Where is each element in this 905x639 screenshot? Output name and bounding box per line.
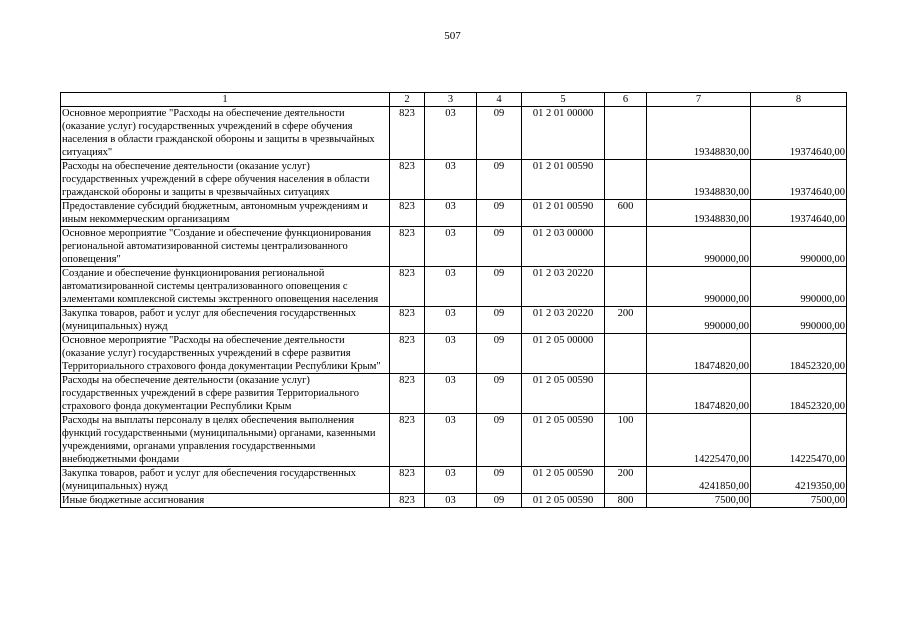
row-expense-type-cell [605,160,647,200]
row-subsection-cell: 09 [477,267,522,307]
row-section-cell: 03 [425,414,477,467]
row-target-article-cell: 01 2 03 20220 [522,307,605,334]
row-amount-year1-cell: 14225470,00 [647,414,751,467]
row-code-cell: 823 [390,160,425,200]
row-amount-year1-cell: 990000,00 [647,267,751,307]
table-row [61,227,847,267]
row-target-article-cell: 01 2 03 00000 [522,227,605,267]
row-amount-year2-cell: 4219350,00 [751,467,847,494]
row-code-cell: 823 [390,267,425,307]
row-amount-year1-cell: 19348830,00 [647,107,751,160]
row-subsection-cell: 09 [477,494,522,508]
row-amount-year1-cell: 18474820,00 [647,374,751,414]
table-row [61,160,847,200]
row-target-article-cell: 01 2 05 00590 [522,494,605,508]
row-name-cell: Основное мероприятие "Расходы на обеспечение деятельности (оказание услуг) государственных учреждений в сфере обучения населения в области гражданской обороны и защиты в чрезвычайных ситуациях" [61,107,390,160]
row-amount-year1-cell: 18474820,00 [647,334,751,374]
column-header: 2 [390,93,425,107]
row-code-cell: 823 [390,467,425,494]
table-body [61,107,847,508]
row-target-article-cell: 01 2 01 00590 [522,160,605,200]
row-amount-year2-cell: 7500,00 [751,494,847,508]
row-section-cell: 03 [425,467,477,494]
row-subsection-cell: 09 [477,160,522,200]
row-section-cell: 03 [425,267,477,307]
column-header: 6 [605,93,647,107]
row-subsection-cell: 09 [477,307,522,334]
table-row [61,374,847,414]
row-name-cell: Иные бюджетные ассигнования [61,494,390,508]
row-subsection-cell: 09 [477,467,522,494]
row-section-cell: 03 [425,307,477,334]
row-amount-year1-cell: 19348830,00 [647,160,751,200]
row-code-cell: 823 [390,494,425,508]
row-target-article-cell: 01 2 01 00590 [522,200,605,227]
row-amount-year1-cell: 7500,00 [647,494,751,508]
row-section-cell: 03 [425,494,477,508]
row-subsection-cell: 09 [477,374,522,414]
column-header: 1 [61,93,390,107]
row-subsection-cell: 09 [477,414,522,467]
row-expense-type-cell [605,267,647,307]
budget-table [60,92,847,508]
row-name-cell: Расходы на выплаты персоналу в целях обеспечения выполнения функций государственными (муниципальными) органами, казенными учреждениями, органами управления государственными внебюджетными фондами [61,414,390,467]
table-row [61,267,847,307]
row-expense-type-cell: 200 [605,467,647,494]
table-row [61,334,847,374]
row-name-cell: Закупка товаров, работ и услуг для обеспечения государственных (муниципальных) нужд [61,307,390,334]
row-subsection-cell: 09 [477,107,522,160]
row-expense-type-cell: 800 [605,494,647,508]
row-amount-year2-cell: 990000,00 [751,267,847,307]
row-expense-type-cell [605,374,647,414]
column-header: 3 [425,93,477,107]
row-expense-type-cell: 200 [605,307,647,334]
row-section-cell: 03 [425,160,477,200]
row-name-cell: Расходы на обеспечение деятельности (оказание услуг) государственных учреждений в сфере обучения населения в области гражданской обороны и защиты в чрезвычайных ситуациях [61,160,390,200]
row-target-article-cell: 01 2 01 00000 [522,107,605,160]
row-subsection-cell: 09 [477,334,522,374]
row-amount-year2-cell: 990000,00 [751,227,847,267]
row-expense-type-cell: 600 [605,200,647,227]
row-amount-year2-cell: 14225470,00 [751,414,847,467]
header-row [61,93,847,107]
row-amount-year2-cell: 19374640,00 [751,160,847,200]
row-name-cell: Закупка товаров, работ и услуг для обеспечения государственных (муниципальных) нужд [61,467,390,494]
column-header: 7 [647,93,751,107]
table-row [61,494,847,508]
row-subsection-cell: 09 [477,227,522,267]
table-row [61,467,847,494]
row-expense-type-cell: 100 [605,414,647,467]
table-row [61,200,847,227]
row-code-cell: 823 [390,334,425,374]
row-section-cell: 03 [425,374,477,414]
row-amount-year2-cell: 19374640,00 [751,107,847,160]
row-target-article-cell: 01 2 05 00000 [522,334,605,374]
row-target-article-cell: 01 2 05 00590 [522,374,605,414]
row-name-cell: Основное мероприятие "Создание и обеспечение функционирования региональной автоматизированной системы централизованного оповещения" [61,227,390,267]
table-row [61,414,847,467]
column-header: 4 [477,93,522,107]
row-amount-year2-cell: 18452320,00 [751,334,847,374]
row-amount-year2-cell: 990000,00 [751,307,847,334]
row-code-cell: 823 [390,107,425,160]
row-code-cell: 823 [390,374,425,414]
table-row [61,107,847,160]
row-name-cell: Расходы на обеспечение деятельности (оказание услуг) государственных учреждений в сфере развития Территориального страхового фонда документации Республики Крым [61,374,390,414]
row-amount-year1-cell: 4241850,00 [647,467,751,494]
page-number: 507 [444,30,461,42]
row-section-cell: 03 [425,107,477,160]
row-expense-type-cell [605,227,647,267]
row-target-article-cell: 01 2 03 20220 [522,267,605,307]
row-target-article-cell: 01 2 05 00590 [522,414,605,467]
row-target-article-cell: 01 2 05 00590 [522,467,605,494]
row-code-cell: 823 [390,227,425,267]
row-name-cell: Создание и обеспечение функционирования региональной автоматизированной системы централизованного оповещения с элементами комплексной системы экстренного оповещения населения [61,267,390,307]
row-expense-type-cell [605,334,647,374]
row-amount-year1-cell: 990000,00 [647,227,751,267]
column-header: 8 [751,93,847,107]
row-code-cell: 823 [390,414,425,467]
row-expense-type-cell [605,107,647,160]
row-section-cell: 03 [425,200,477,227]
row-section-cell: 03 [425,227,477,267]
table-row [61,307,847,334]
row-amount-year2-cell: 18452320,00 [751,374,847,414]
row-name-cell: Основное мероприятие "Расходы на обеспечение деятельности (оказание услуг) государственных учреждений в сфере развития Территориального страхового фонда документации Республики Крым" [61,334,390,374]
column-header: 5 [522,93,605,107]
row-amount-year1-cell: 19348830,00 [647,200,751,227]
row-amount-year1-cell: 990000,00 [647,307,751,334]
row-section-cell: 03 [425,334,477,374]
row-subsection-cell: 09 [477,200,522,227]
row-name-cell: Предоставление субсидий бюджетным, автономным учреждениям и иным некоммерческим организациям [61,200,390,227]
row-amount-year2-cell: 19374640,00 [751,200,847,227]
row-code-cell: 823 [390,200,425,227]
row-code-cell: 823 [390,307,425,334]
